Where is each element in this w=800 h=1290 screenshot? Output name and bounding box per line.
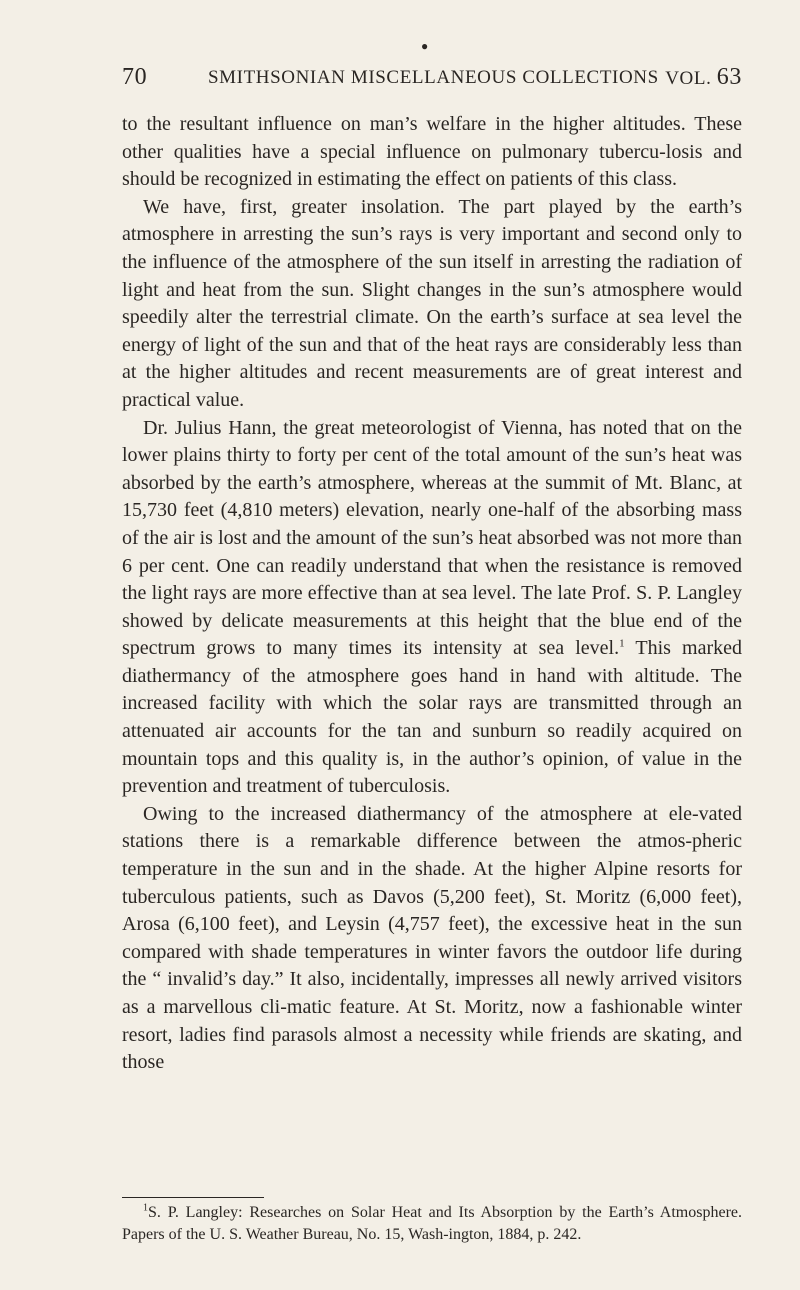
footnote-reference: 1: [619, 637, 625, 650]
running-head: [122, 64, 742, 98]
footnote: [122, 1202, 742, 1245]
series-title: SMITHSONIAN MISCELLANEOUS COLLECTIONS: [208, 67, 659, 88]
paragraph-insolation: We have, first, greater insolation. The part played by the earth’s atmosphere in arresting the sun’s rays is very important and second only to the influence of the atmosphere of the sun itself in arresting the radiation of light and heat from the sun. Slight changes in the sun’s atmosphere would speedily alter the terrestrial climate. On the earth’s surface at sea level the energy of light of the sun and that of the heat rays are considerably less than at the higher altitudes and recent measurements are of great interest and practical value.: [122, 195, 742, 411]
footnote-divider: [122, 1197, 264, 1198]
paragraph-continued: to the resultant influence on man’s welfare in the higher altitudes. These other qualities have a special influence on pulmonary tubercu-losis and should be recognized in estimating the effect on patients of this class.: [122, 113, 742, 191]
paragraph-hann: [122, 415, 742, 801]
printing-mark: ●: [421, 39, 429, 53]
footnote-text: S. P. Langley: Researches on Solar Heat and Its Absorption by the Earth’s Atmosphere. Papers of the U. S. Weather Bureau, No. 15, Wash-ington, 1884, p. 242.: [122, 1204, 742, 1243]
volume-label: [665, 64, 742, 91]
volume-number: 63: [716, 64, 742, 90]
volume-prefix: VOL.: [665, 68, 712, 89]
paragraph-diathermancy: Owing to the increased diathermancy of the atmosphere at ele-vated stations there is a remarkable difference between the atmos-pheric temperature in the sun and in the shade. At the higher Alpine resorts for tuberculous patients, such as Davos (5,200 feet), St. Moritz (6,000 feet), Arosa (6,100 feet), and Leysin (4,757 feet), the excessive heat in the sun compared with shade temperatures in winter favors the outdoor life during the “ invalid’s day.” It also, incidentally, impresses all newly arrived visitors as a marvellous cli-matic feature. At St. Moritz, now a fashionable winter resort, ladies find parasols almost a necessity while friends are skating, and those: [122, 802, 742, 1074]
paragraph-hann-part2: This marked diathermancy of the atmosphere goes hand in hand with altitude. The increased facility with which the solar rays are transmitted through an attenuated air accounts for the tan and sunburn so readily acquired on mountain tops and this quality is, in the author’s opinion, of value in the prevention and treatment of tuberculosis.: [122, 637, 743, 798]
page-number: 70: [122, 64, 148, 90]
paragraph-hann-part1: Dr. Julius Hann, the great meteorologist of Vienna, has noted that on the lower plains thirty to forty per cent of the total amount of the sun’s heat was absorbed by the earth’s atmosphere, whereas at the summit of Mt. Blanc, at 15,730 feet (4,810 meters) elevation, nearly one-half of the absorbing mass of the air is lost and the amount of the sun’s heat absorbed was not more than 6 per cent. One can readily understand that when the resistance is removed the light rays are more effective than at sea level. The late Prof. S. P. Langley showed by delicate measurements at this height that the blue end of the spectrum grows to many times its intensity at sea level.: [122, 416, 742, 660]
body-text: [122, 111, 742, 1077]
footnote-marker: 1: [143, 1202, 148, 1214]
